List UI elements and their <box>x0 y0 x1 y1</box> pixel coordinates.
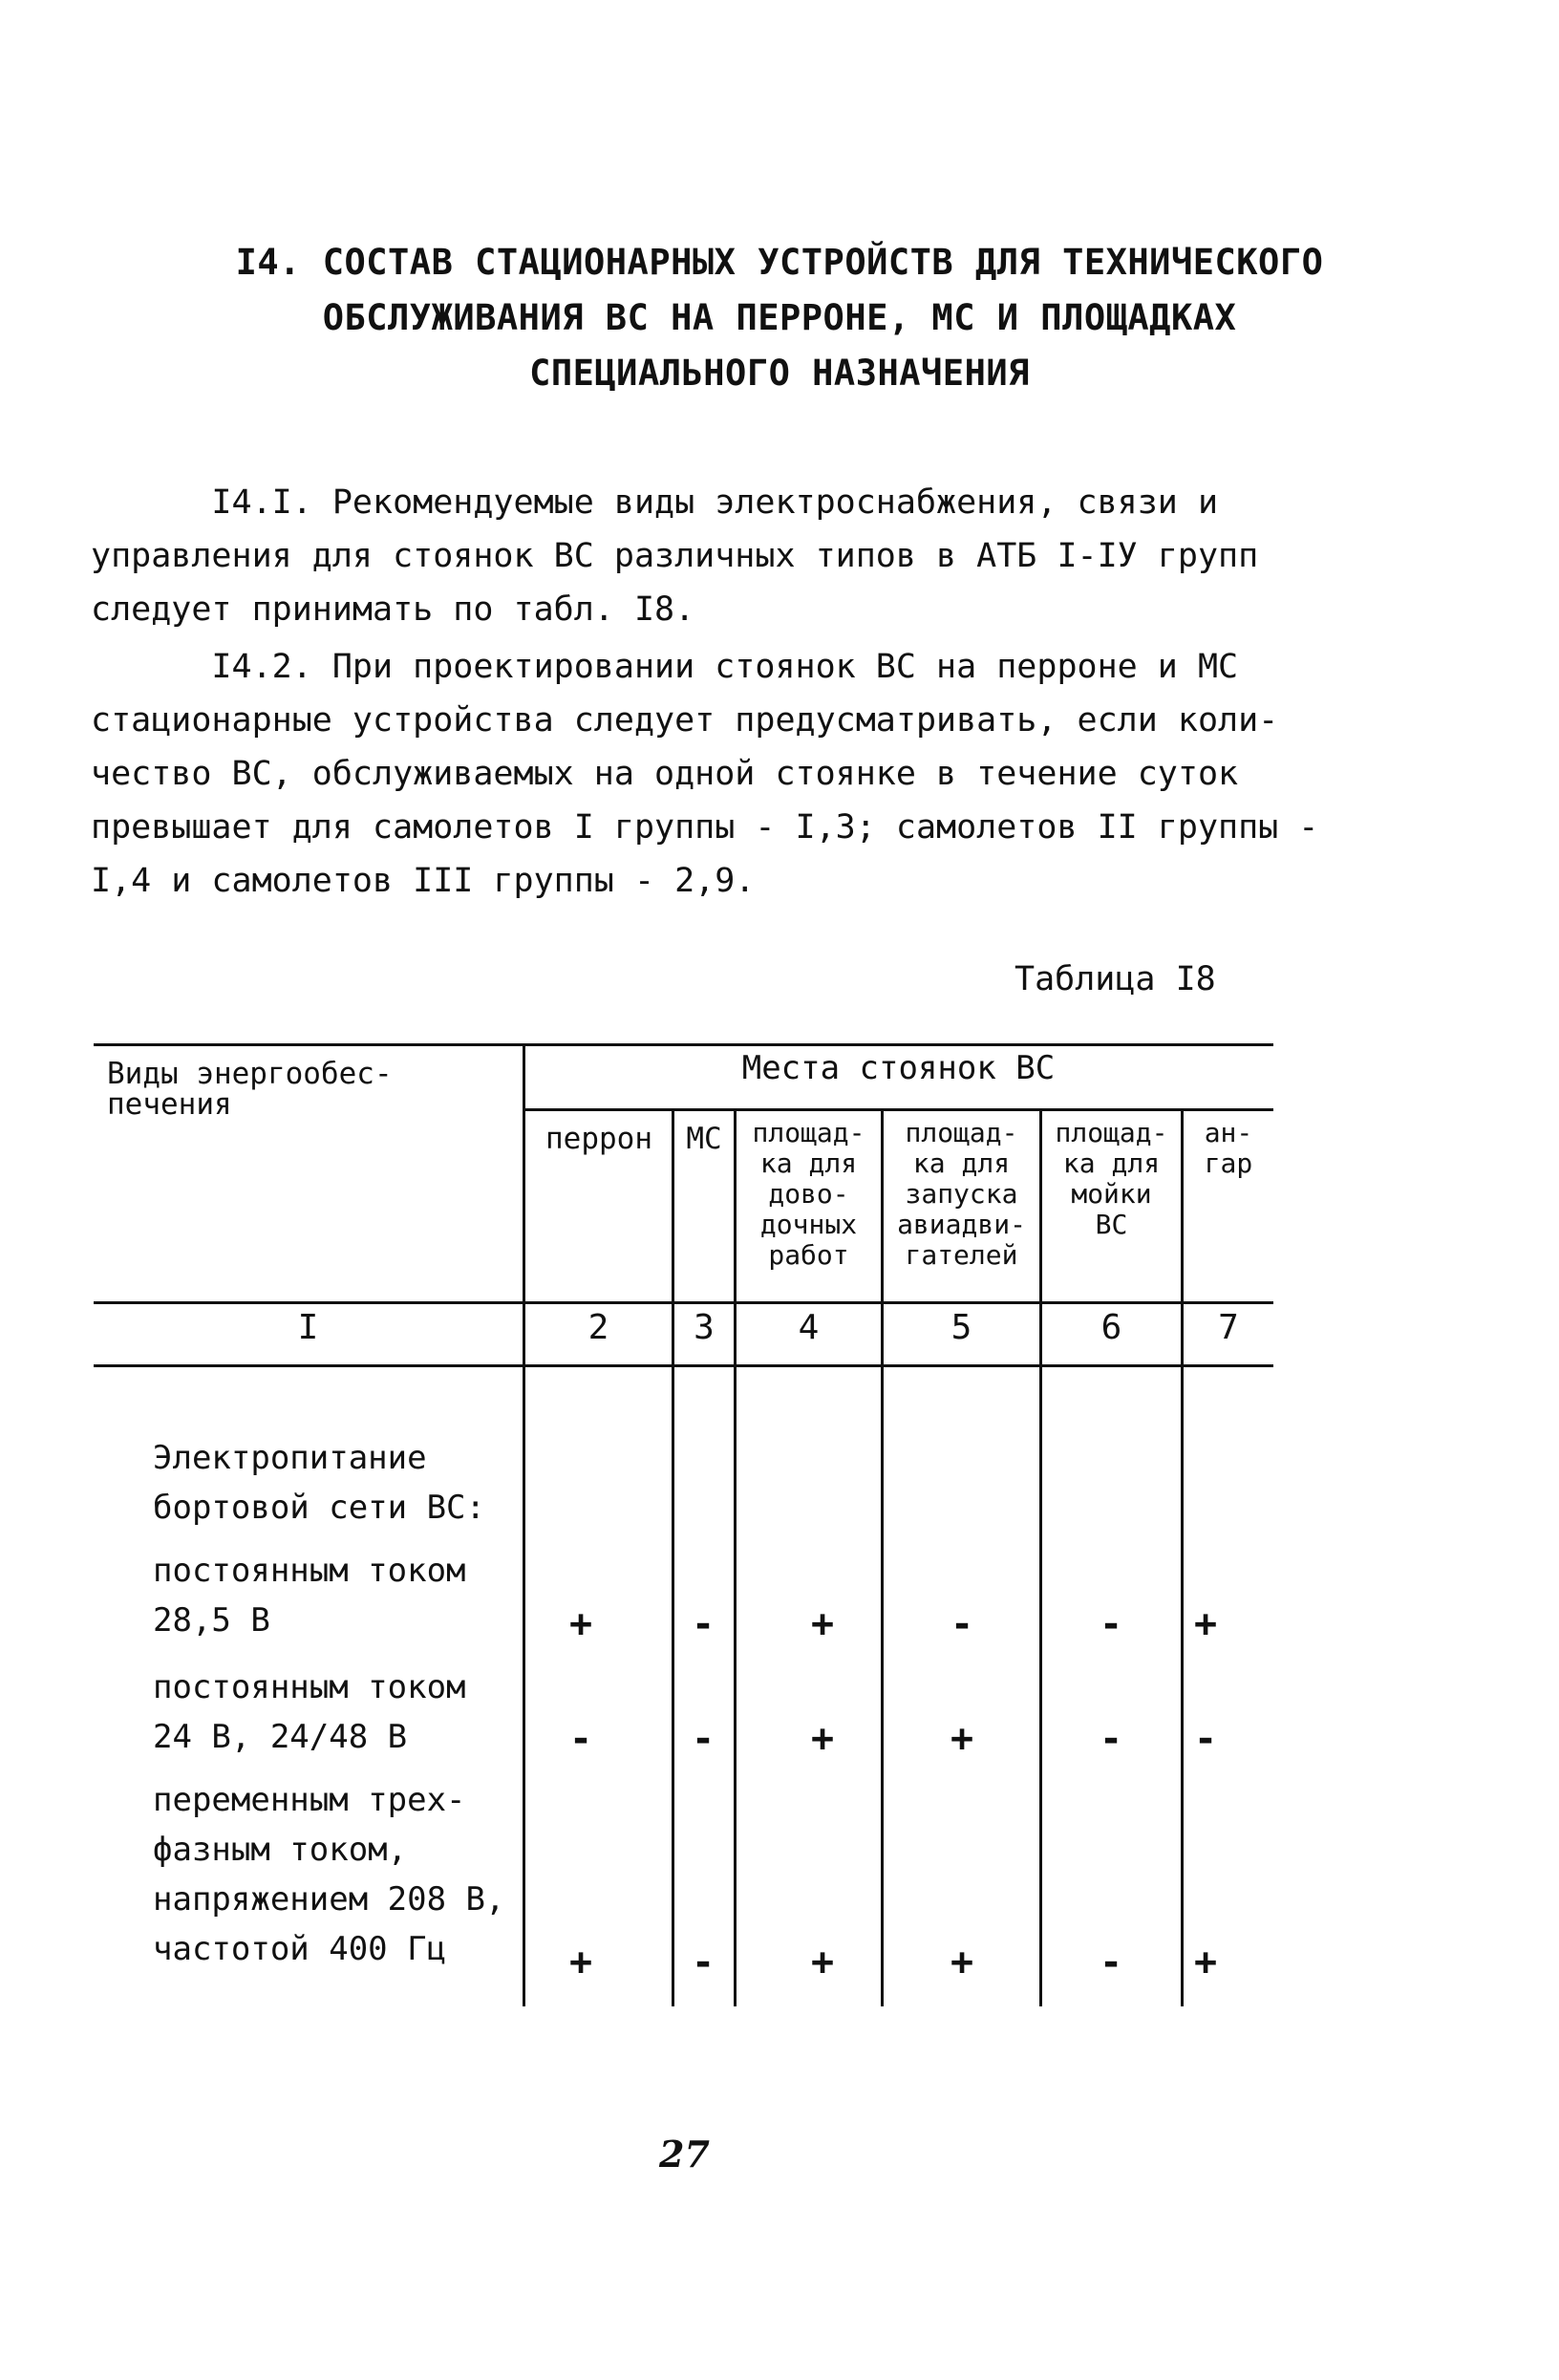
cell-value: + <box>950 1940 974 1984</box>
col-header-engine-start-area <box>884 1118 1039 1271</box>
col-header-line: площад- <box>905 1117 1018 1148</box>
col-header-ms <box>674 1124 734 1154</box>
col-header-line: авиадви- <box>897 1209 1026 1240</box>
col-header-line: мойки <box>1071 1178 1152 1210</box>
row-label-line: фазным током, <box>153 1831 408 1869</box>
cell-value: - <box>1099 1602 1123 1646</box>
col-number: 5 <box>950 1308 972 1347</box>
row-label-line: 24 В, 24/48 В <box>153 1718 408 1756</box>
heading-line-2: ОБСЛУЖИВАНИЯ ВС НА ПЕРРОНЕ, МС И ПЛОЩАДКАХ <box>322 297 1237 338</box>
col-header-line: запуска <box>905 1178 1018 1210</box>
section-label-line: Электропитание <box>153 1439 427 1477</box>
col-header-finishing-area <box>737 1118 881 1271</box>
cell-value: - <box>568 1717 593 1761</box>
cell-value: - <box>691 1717 715 1761</box>
row-label-line: переменным трех- <box>153 1781 466 1819</box>
col-number: I <box>297 1308 319 1347</box>
col-header-line: ка для <box>1062 1147 1161 1179</box>
group-header: Места стоянок ВС <box>741 1049 1056 1087</box>
group-header-rule <box>523 1108 1273 1111</box>
col-header-line: гар <box>1204 1147 1253 1179</box>
col-header-washing-area <box>1042 1118 1181 1240</box>
col-header-line: ан- <box>1204 1117 1253 1148</box>
col-number: 6 <box>1100 1308 1122 1347</box>
cell-value: - <box>950 1602 974 1646</box>
col-divider-6 <box>1181 1108 1184 2006</box>
cell-value: + <box>1193 1602 1218 1646</box>
col-header-line: площад- <box>752 1117 865 1148</box>
heading-line-3: СПЕЦИАЛЬНОГО НАЗНАЧЕНИЯ <box>529 353 1030 394</box>
paragraph-14-2 <box>91 640 1319 908</box>
col-divider-2 <box>672 1108 674 2006</box>
col-divider-5 <box>1039 1108 1042 2006</box>
col1-header-line: печения <box>107 1087 232 1122</box>
col-header-line: площад- <box>1055 1117 1168 1148</box>
paragraph-line: чество ВС, обслуживаемых на одной стоянке в течение суток <box>91 755 1239 793</box>
cell-value: + <box>950 1717 974 1761</box>
cell-value: + <box>810 1940 835 1984</box>
section-label-line: бортовой сети ВС: <box>153 1489 485 1527</box>
cell-value: - <box>691 1602 715 1646</box>
cell-value: - <box>1099 1717 1123 1761</box>
paragraph-line: следует принимать по табл. I8. <box>91 590 695 629</box>
row-label-dc-24v <box>153 1662 466 1762</box>
paragraph-line: I,4 и самолетов III группы - 2,9. <box>91 862 756 900</box>
numbers-bottom-rule <box>94 1364 1273 1367</box>
paragraph-line: I4.I. Рекомендуемые виды электроснабжения, связи и <box>91 483 1219 522</box>
col-number: 3 <box>694 1308 715 1347</box>
col-header-line: работ <box>768 1239 849 1271</box>
col1-header <box>107 1059 393 1120</box>
cell-value: + <box>810 1717 835 1761</box>
cell-value: - <box>1099 1940 1123 1984</box>
col-header-hangar <box>1184 1118 1273 1179</box>
table-top-rule <box>94 1043 1273 1046</box>
col-header-line: МС <box>686 1122 722 1156</box>
col-divider-4 <box>881 1108 884 2006</box>
row-label-line: напряжением 208 В, <box>153 1880 505 1919</box>
col-header-line: дово- <box>768 1178 849 1210</box>
cell-value: + <box>568 1940 593 1984</box>
cell-value: + <box>1193 1940 1218 1984</box>
col-header-line: дочных <box>759 1209 858 1240</box>
col-header-line: гателей <box>905 1239 1018 1271</box>
col-divider-3 <box>734 1108 737 2006</box>
heading-line-1: I4. СОСТАВ СТАЦИОНАРНЫХ УСТРОЙСТВ ДЛЯ ТЕХНИЧЕСКОГО <box>235 242 1324 283</box>
col-header-perron <box>526 1124 672 1154</box>
row-label-ac-3phase <box>153 1775 504 1974</box>
col-number: 2 <box>587 1308 609 1347</box>
section-heading <box>0 235 1559 401</box>
col-number: 7 <box>1218 1308 1239 1347</box>
cell-value: - <box>1193 1717 1218 1761</box>
col-divider-1 <box>523 1043 525 2006</box>
page-number: 27 <box>659 2133 710 2176</box>
row-label-line: частотой 400 Гц <box>153 1930 447 1968</box>
paragraph-14-1 <box>91 476 1294 636</box>
row-label-line: постоянным током <box>153 1552 466 1590</box>
cell-value: - <box>691 1940 715 1984</box>
cell-value: + <box>810 1602 835 1646</box>
row-label-line: постоянным током <box>153 1668 466 1706</box>
row-label-dc-28-5v <box>153 1546 466 1645</box>
row-label-line: 28,5 В <box>153 1601 270 1640</box>
col-header-line: перрон <box>545 1122 652 1156</box>
col-header-line: ка для <box>912 1147 1011 1179</box>
col1-header-line: Виды энергообес- <box>107 1057 393 1091</box>
header-bottom-rule <box>94 1301 1273 1304</box>
paragraph-line: I4.2. При проектировании стоянок ВС на перроне и МС <box>91 648 1239 686</box>
paragraph-line: управления для стоянок ВС различных типов в АТБ I-IУ групп <box>91 537 1259 575</box>
col-header-line: ВС <box>1095 1209 1128 1240</box>
paragraph-line: стационарные устройства следует предусматривать, если коли- <box>91 701 1279 740</box>
cell-value: + <box>568 1602 593 1646</box>
col-number: 4 <box>798 1308 820 1347</box>
paragraph-line: превышает для самолетов I группы - I,3; самолетов II группы - <box>91 808 1319 847</box>
col-header-line: ка для <box>759 1147 858 1179</box>
table-caption: Таблица I8 <box>1014 960 1216 998</box>
section-label <box>153 1433 485 1533</box>
